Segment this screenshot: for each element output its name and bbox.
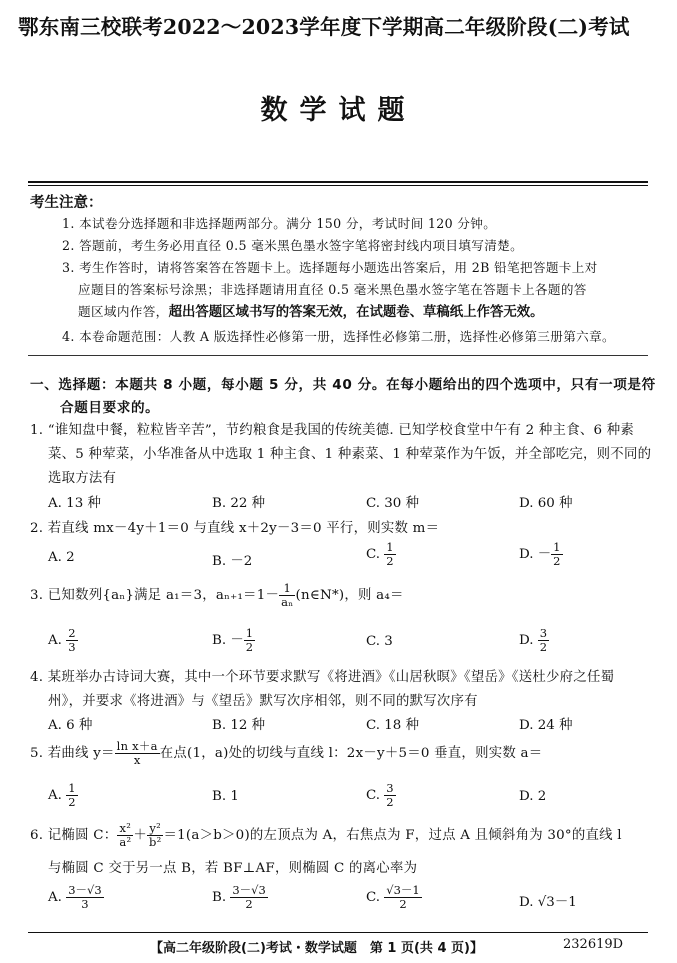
q2-option-c-label: C. [366,547,385,562]
q2-stem: 2. 若直线 mx－4y＋1＝0 与直线 x＋2y－3＝0 平行，则实数 m＝ [30,521,440,536]
q4-option-d: D. 24 种 [519,718,573,733]
q6-option-b-label: B. [212,890,231,905]
q3-option-b-fraction: $\frac{1}{2}$ [245,626,254,654]
q4-line-2: 州》，并要求《将进酒》与《望岳》默写次序相邻，则不同的默写次序有 [48,694,478,709]
q6-option-a-label: A. [48,890,67,905]
q6-stem-fraction-x: $\frac{\text{x²}}{\text{a²}}$ [119,821,132,849]
q3-option-d-fraction: $\frac{3}{2}$ [539,626,548,654]
q6-option-c [366,884,422,911]
q2-option-d-fraction: $\frac{1}{2}$ [553,540,561,568]
q6-stem [30,822,622,849]
q3-option-b [212,627,255,654]
q1-option-c: C. 30 种 [366,496,419,511]
q5-option-c-fraction: $\frac{3}{2}$ [386,781,394,809]
q5-option-c-label: C. [366,788,385,803]
q5-stem-pre: 5. 若曲线 y＝ [30,746,115,761]
notice-item-1: 1. 本试卷分选择题和非选择题两部分。满分 150 分，考试时间 120 分钟。 [62,216,497,231]
q1-line-1: 1. “谁知盘中餐，粒粒皆辛苦”，节约粮食是我国的传统美德. 已知学校食堂中午有 2 种主食、6 种素 [30,423,635,438]
q1-line-3: 选取方法有 [48,471,117,486]
q6-option-b [212,884,268,911]
subject-title: 数学试题 [260,95,417,126]
q3-stem-pre: 3. 已知数列{aₙ}满足 a₁＝3，aₙ₊₁＝1－ [30,588,280,603]
q5-option-d: D. 2 [519,789,547,804]
q3-option-d-label: D. [519,633,538,648]
q6-option-b-fraction: $\frac{3-√3}{2}$ [232,883,266,911]
q5-stem-fraction: $\frac{\text{ln x＋a}}{x}$ [116,739,158,767]
header-rule [28,181,648,183]
q5-option-a-label: A. [48,788,67,803]
notice-item-3: 3. 考生作答时，请将答案答在答题卡上。选择题每小题选出答案后，用 2B 铅笔把答题卡上对 [62,260,598,275]
q3-stem-post: (n∈N*)，则 a₄＝ [295,588,404,603]
q3-option-a-label: A. [48,633,67,648]
q6-option-a [48,884,104,911]
q2-option-c [366,541,396,568]
q2-option-d [519,541,563,568]
footer-rule [28,932,648,933]
q4-option-a: A. 6 种 [48,718,93,733]
q2-option-c-fraction: $\frac{1}{2}$ [386,540,394,568]
q2-option-a: A. 2 [48,550,75,565]
notice-item-2: 2. 答题前，考生务必用直径 0.5 毫米黑色墨水签字笔将密封线内项目填写清楚。 [62,238,524,253]
q6-stem-post: ＝1(a＞b＞0)的左顶点为 A，右焦点为 F，过点 A 且倾斜角为 30°的直线 l [163,828,622,843]
q6-option-c-fraction: $\frac{√3-1}{2}$ [386,883,420,911]
q5-option-a [48,782,78,809]
q1-line-2: 菜、5 种荤菜，小华准备从中选取 1 种主食、1 种素菜、1 种荤菜作为午饭，并全部吃完，则不同的 [48,447,652,462]
q2-option-d-label: D. － [519,547,552,562]
page-footer: 【高二年级阶段(二)考试・数学试题 第 1 页(共 4 页)】 [150,941,483,956]
q1-option-b: B. 22 种 [212,496,266,511]
q6-option-c-label: C. [366,890,385,905]
q3-option-d [519,627,549,654]
q5-option-b: B. 1 [212,789,239,804]
notice-heading: 考生注意： [30,195,103,211]
section-heading: 一、选择题：本题共 8 小题，每小题 5 分，共 40 分。在每小题给出的四个选项中，只有一项是符 [30,377,656,393]
q2-option-b: B. －2 [212,554,253,569]
notice-rule [28,355,648,356]
section-heading-cont: 合题目要求的。 [60,400,160,416]
q6-line-2: 与椭圆 C 交于另一点 B，若 BF⊥AF，则椭圆 C 的离心率为 [48,861,418,876]
q5-stem-post: 在点(1，a)处的切线与直线 l：2x－y＋5＝0 垂直，则实数 a＝ [159,746,543,761]
q4-option-b: B. 12 种 [212,718,266,733]
q6-option-a-fraction: $\frac{3-√3}{3}$ [68,883,102,911]
paper-code: 232619D [563,937,624,952]
q3-option-a-fraction: $\frac{2}{3}$ [68,626,76,654]
notice-item-3-end-text: 题区域内作答， [78,304,169,319]
notice-warning: 超出答题区域书写的答案无效，在试题卷、草稿纸上作答无效。 [168,305,544,320]
q5-stem [30,740,542,767]
q6-option-d: D. √3－1 [519,895,577,910]
q6-stem-pre: 6. 记椭圆 C： [30,828,118,843]
q3-option-a [48,627,78,654]
q6-stem-fraction-y: $\frac{\text{y²}}{\text{b²}}$ [148,821,162,849]
q1-option-a: A. 13 种 [48,496,101,511]
q1-option-d: D. 60 种 [519,496,573,511]
q6-stem-plus: ＋ [133,828,147,843]
q4-line-1: 4. 某班举办古诗词大赛，其中一个环节要求默写《将进酒》《山居秋暝》《望岳》《送杜少府之任蜀 [30,670,615,685]
q4-option-c: C. 18 种 [366,718,419,733]
notice-item-4: 4. 本卷命题范围：人教 A 版选择性必修第一册，选择性必修第二册，选择性必修第三册第六章。 [62,329,615,344]
q3-stem-fraction: $\frac{1}{\text{aₙ}}$ [281,581,294,609]
q3-option-c: C. 3 [366,634,393,649]
exam-title: 鄂东南三校联考2022～2023学年度下学期高二年级阶段(二)考试 [18,15,630,39]
q3-option-b-label: B. － [212,633,244,648]
q5-option-c [366,782,396,809]
q5-option-a-fraction: $\frac{1}{2}$ [68,781,76,809]
header-rule-thin [28,185,648,186]
notice-item-3-end [78,301,544,320]
notice-item-3-cont: 应题目的答案标号涂黑；非选择题请用直径 0.5 毫米黑色墨水签字笔在答题卡上各题的答 [78,282,587,297]
q3-stem [30,582,404,609]
